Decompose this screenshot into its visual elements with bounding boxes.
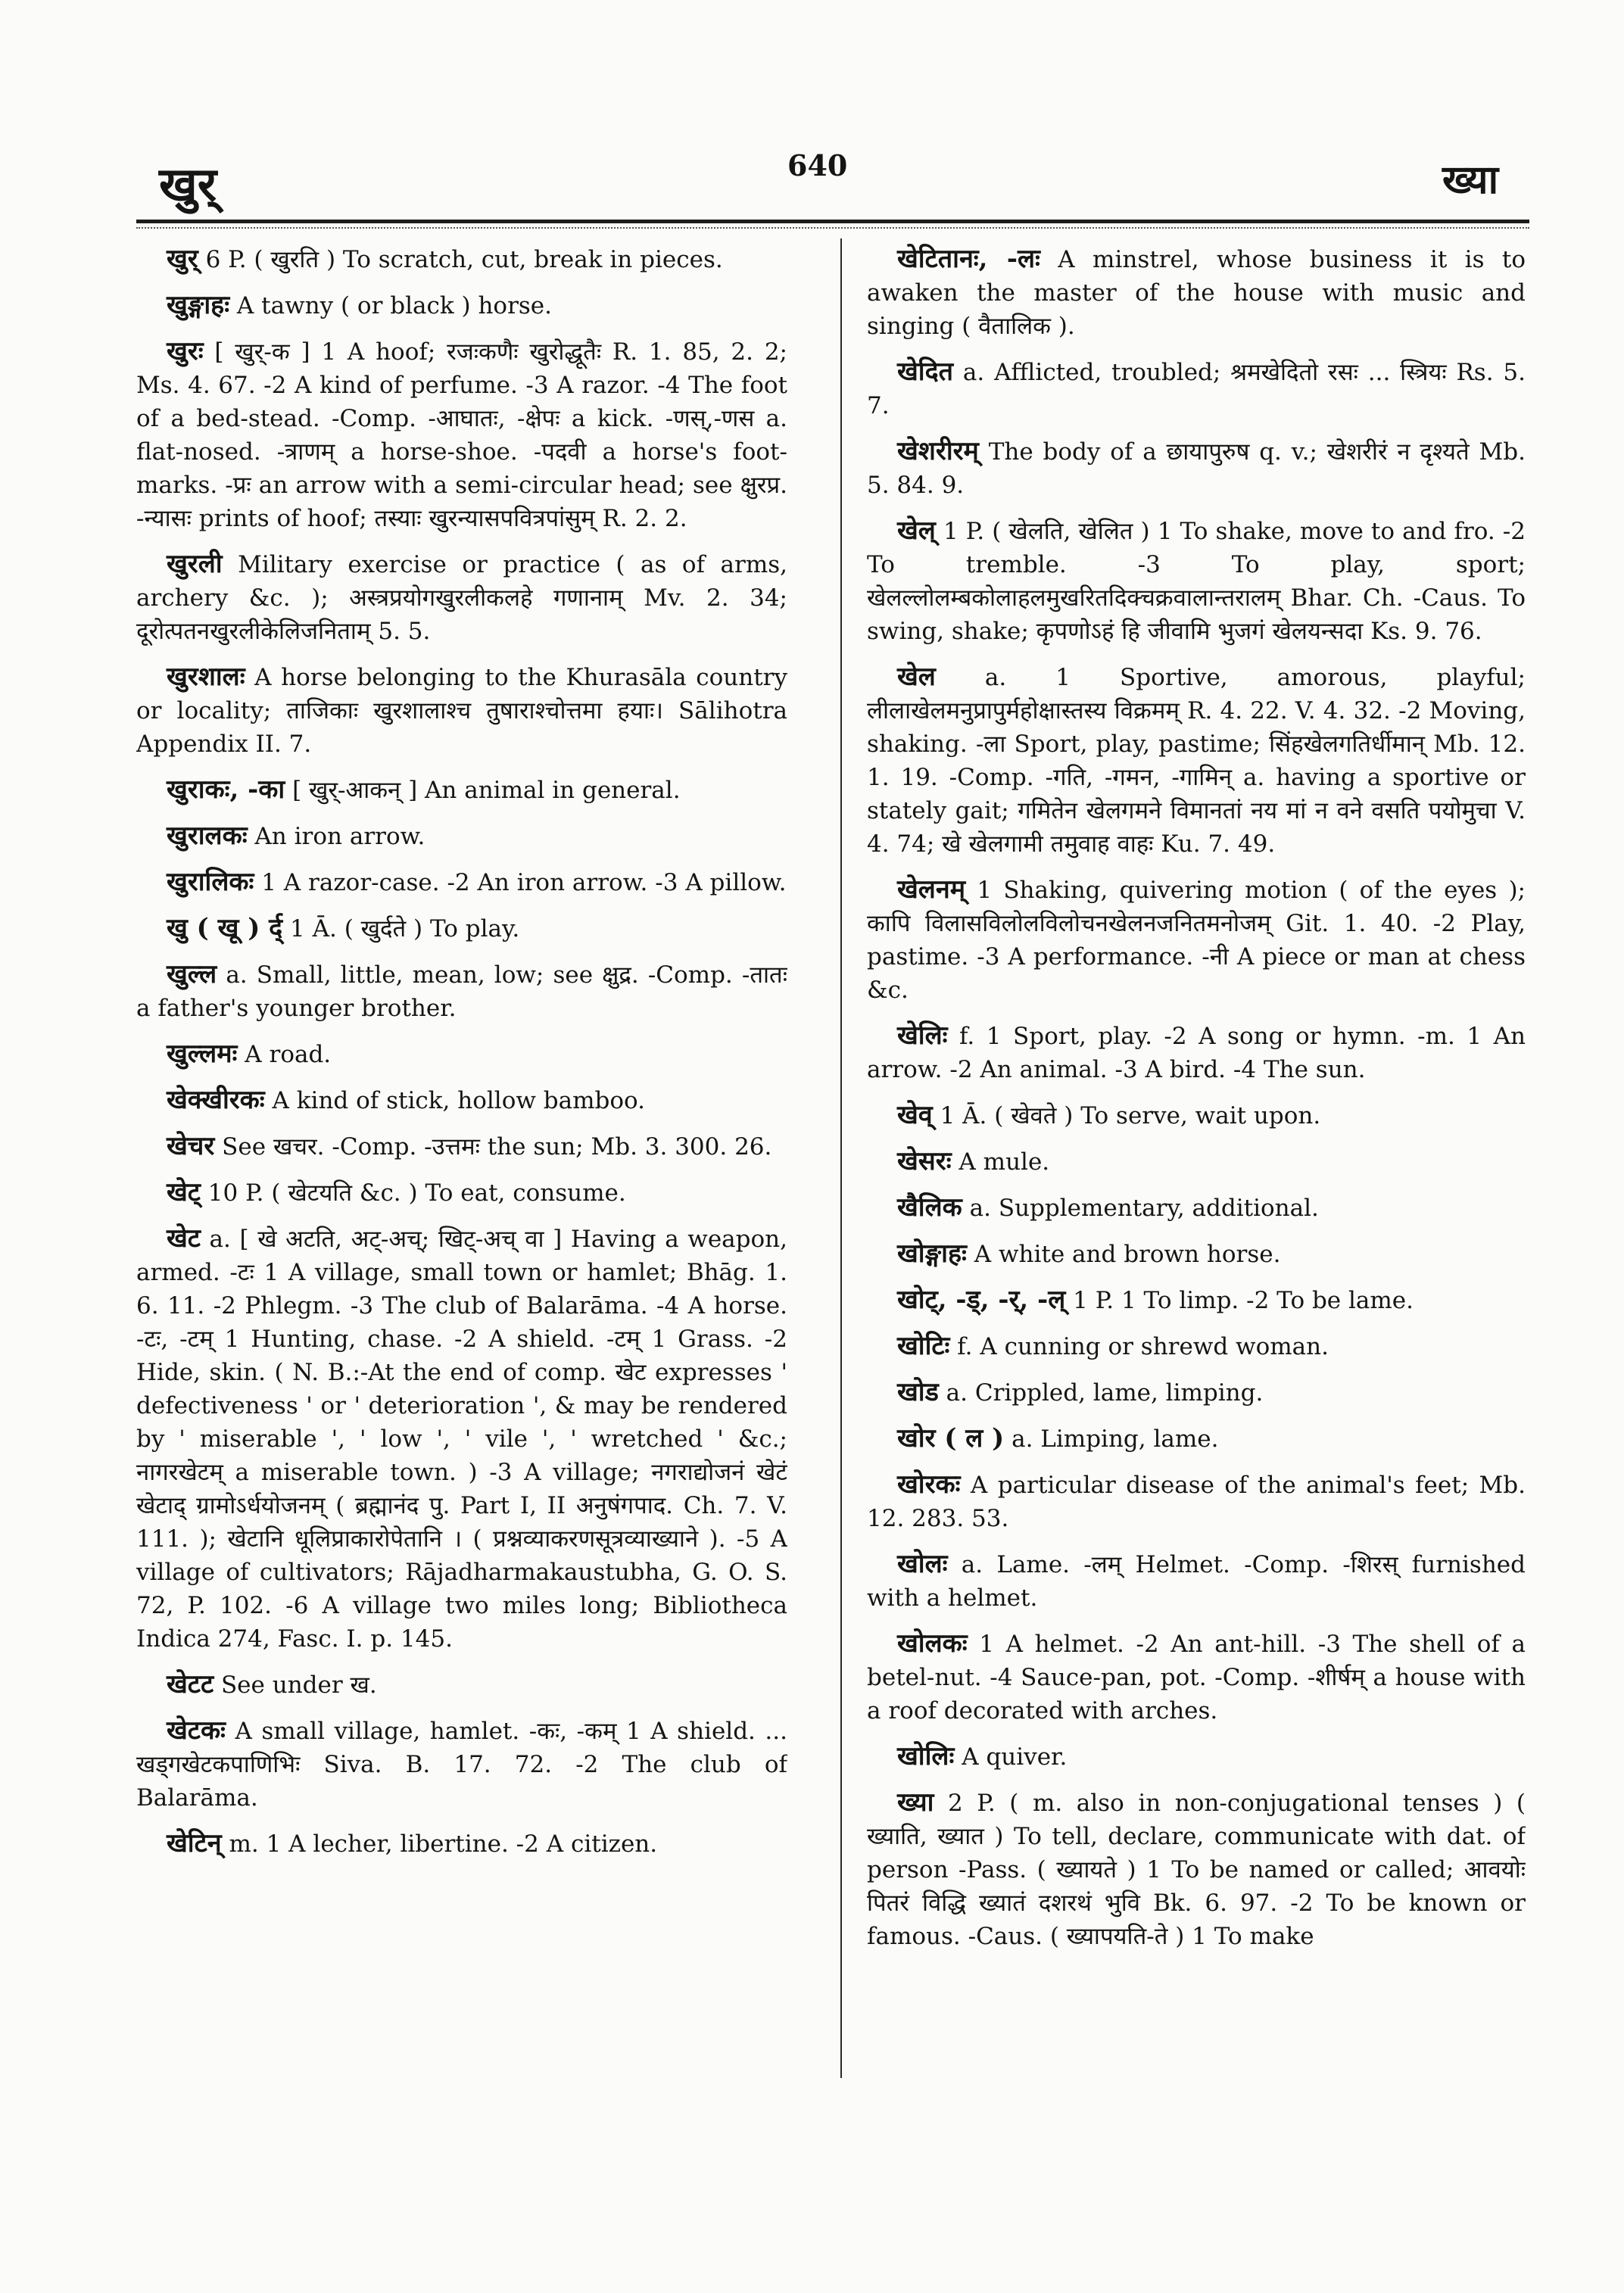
dictionary-entry xyxy=(136,1129,787,1164)
dictionary-entry xyxy=(136,547,787,648)
dictionary-entry xyxy=(867,1098,1526,1132)
entry-headword: खैलिक xyxy=(897,1192,962,1223)
entry-definition: 1 Ā. ( खेवते ) To serve, wait upon. xyxy=(932,1102,1321,1129)
header-rule xyxy=(136,220,1529,223)
entry-headword: खेक्खीरकः xyxy=(167,1085,265,1115)
entry-definition: a. Supplementary, additional. xyxy=(962,1195,1319,1222)
dictionary-entry xyxy=(867,1375,1526,1410)
entry-headword: खेटितानः, -लः xyxy=(897,244,1040,274)
entry-definition: a. Lame. -लम् Helmet. -Comp. -शिरस् furnished with a helmet. xyxy=(867,1551,1526,1612)
entry-headword: खुरालकः xyxy=(167,821,248,851)
dictionary-entry xyxy=(867,1786,1526,1953)
entry-headword: खेटट xyxy=(167,1669,214,1699)
dictionary-entry xyxy=(867,1237,1526,1271)
entry-definition: a. 1 Sportive, amorous, playful; लीलाखेलमनुप्रापुर्महोक्षास्तस्य विक्रमम् R. 4. 22. V. 4. 32. -2 Moving, shaking. -ला Sport, play, pastime; सिंहखेलगतिर्धीमान् Mb. 12. 1. 19. -Comp. -गति, -गमन, -गामिन् a. having a sportive or stately gait; गमितेन खेलगमने विमानतां नय मां न वने वसति पयोमुचा V. 4. 74; खे खेलगामी तमुवाह वाहः Ku. 7. 49. xyxy=(867,664,1526,858)
entry-headword: खुङ्गाहः xyxy=(167,290,230,320)
entry-definition: f. 1 Sport, play. -2 A song or hymn. -m. 1 An arrow. -2 An animal. -3 A bird. -4 The sun. xyxy=(867,1023,1526,1083)
dictionary-entry xyxy=(867,1329,1526,1363)
entry-definition: A kind of stick, hollow bamboo. xyxy=(264,1087,645,1114)
entry-definition: 1 Ā. ( खुर्दते ) To play. xyxy=(282,915,520,942)
dictionary-entry xyxy=(867,1145,1526,1179)
dictionary-entry xyxy=(867,1422,1526,1456)
entry-headword: खोटिः xyxy=(897,1331,950,1361)
entry-headword: खोड xyxy=(897,1377,939,1407)
entry-definition: 1 P. 1 To limp. -2 To be lame. xyxy=(1065,1287,1414,1314)
dictionary-entry xyxy=(136,1083,787,1117)
entry-headword: खेशरीरम् xyxy=(897,436,979,466)
entry-definition: m. 1 A lecher, libertine. -2 A citizen. xyxy=(221,1830,658,1858)
entry-definition: An iron arrow. xyxy=(247,823,425,850)
entry-definition: f. A cunning or shrewd woman. xyxy=(949,1333,1329,1360)
dictionary-entry xyxy=(867,1547,1526,1615)
entry-headword: ख्या xyxy=(897,1787,934,1818)
entry-definition: 1 Shaking, quivering motion ( of the eyes ); कापि विलासविलोलविलोचनखेलनजनितमनोजम् Git. 1. 40. -2 Play, pastime. -3 A performance. -नी A piece or man at chess &c. xyxy=(867,877,1526,1004)
dictionary-entry xyxy=(867,435,1526,502)
entry-headword: खोलकः xyxy=(897,1628,968,1659)
dictionary-entry xyxy=(136,773,787,807)
entry-headword: खुरः xyxy=(167,336,204,366)
page-number: 640 xyxy=(787,148,848,182)
entry-headword: खोलिः xyxy=(897,1741,955,1771)
entry-definition: 2 P. ( m. also in non-conjugational tenses ) ( ख्याति, ख्यात ) To tell, declare, communicate with dat. of person -Pass. ( ख्यायते ) 1 To be named or called; आवयोः पितरं विद्धि ख्यातं दशरथं भुवि Bk. 6. 97. -2 To be known or famous. -Caus. ( ख्यापयति-ते ) 1 To make xyxy=(867,1790,1526,1950)
entry-definition: A minstrel, whose business it is to awaken the master of the house with music and singing ( वैतालिक ). xyxy=(867,246,1526,340)
left-running-headword: खुर् xyxy=(159,157,217,212)
entry-definition: 10 P. ( खेटयति &c. ) To eat, consume. xyxy=(200,1179,626,1207)
entry-headword: खुल्ल xyxy=(167,959,217,989)
dictionary-entry xyxy=(136,242,787,276)
dictionary-entry xyxy=(136,911,787,946)
entry-definition: A horse belonging to the Khurasāla country or locality; ताजिकाः खुरशालाश्च तुषाराश्चोत्तमा हयाः। Sālihotra Appendix II. 7. xyxy=(136,664,787,758)
dictionary-entry xyxy=(867,1627,1526,1728)
right-column xyxy=(867,242,1526,2135)
dictionary-entry xyxy=(136,1827,787,1861)
dictionary-entry xyxy=(136,865,787,899)
entry-definition: The body of a छायापुरुष q. v.; खेशरीरं न दृश्यते Mb. 5. 84. 9. xyxy=(867,438,1526,499)
entry-headword: खोट्, -ड्, -र्, -ल् xyxy=(897,1285,1066,1315)
entry-headword: खेटिन् xyxy=(167,1828,222,1858)
entry-definition: See खचर. -Comp. -उत्तमः the sun; Mb. 3. 300. 26. xyxy=(214,1133,772,1161)
entry-definition: 6 P. ( खुरति ) To scratch, cut, break in pieces. xyxy=(198,246,723,273)
entry-definition: A tawny ( or black ) horse. xyxy=(229,292,552,319)
entry-headword: खेसरः xyxy=(897,1146,952,1176)
dictionary-entry xyxy=(867,1019,1526,1086)
dictionary-entry xyxy=(867,514,1526,648)
entry-definition: A mule. xyxy=(951,1148,1050,1176)
entry-definition: 1 A razor-case. -2 An iron arrow. -3 A pillow. xyxy=(254,869,787,896)
entry-headword: खुराकः, -का xyxy=(167,774,285,805)
dictionary-entry xyxy=(136,335,787,535)
entry-headword: खुरशालः xyxy=(167,662,245,692)
dictionary-entry xyxy=(136,1714,787,1815)
entry-headword: खुरली xyxy=(167,549,223,579)
entry-headword: खेव् xyxy=(897,1100,933,1130)
entry-headword: खेलिः xyxy=(897,1020,948,1051)
entry-headword: खेटकः xyxy=(167,1715,226,1746)
entry-definition: 1 P. ( खेलति, खेलित ) 1 To shake, move to and fro. -2 To tremble. -3 To play, sport; खेलल्लोलम्बकोलाहलमुखरितदिक्चक्रवालान्तरालम् Bhar. Ch. -Caus. To swing, shake; कृपणोऽहं हि जीवामि भुजगं खेलयन्सदा Ks. 9. 76. xyxy=(867,518,1526,645)
entry-headword: खोरकः xyxy=(897,1469,961,1500)
dictionary-entry xyxy=(867,1468,1526,1535)
entry-headword: खुरालिकः xyxy=(167,867,254,897)
entry-headword: खेदित xyxy=(897,357,954,387)
entry-headword: खोलः xyxy=(897,1549,948,1579)
entry-definition: a. Small, little, mean, low; see क्षुद्र. -Comp. -तातः a father's younger brother. xyxy=(136,961,787,1022)
header-dotted-rule xyxy=(136,227,1529,229)
entry-headword: खुर् xyxy=(167,244,198,274)
entry-definition: a. Afflicted, troubled; श्रमखेदितो रसः ... स्त्रियः Rs. 5. 7. xyxy=(867,359,1526,419)
entry-definition: a. Limping, lame. xyxy=(1004,1425,1219,1453)
entry-definition: [ खुर्-आकन् ] An animal in general. xyxy=(285,777,681,804)
entry-headword: खु ( खू ) र्द् xyxy=(167,913,283,943)
entry-headword: खेट xyxy=(167,1223,201,1254)
dictionary-entry xyxy=(136,660,787,761)
dictionary-entry xyxy=(867,1283,1526,1317)
dictionary-entry xyxy=(867,355,1526,422)
entry-definition: A quiver. xyxy=(954,1743,1068,1771)
entry-headword: खेलनम् xyxy=(897,874,966,905)
entry-definition: See under ख. xyxy=(214,1671,377,1699)
dictionary-entry xyxy=(867,242,1526,343)
dictionary-entry xyxy=(136,958,787,1025)
entry-definition: A small village, hamlet. -कः, -कम् 1 A shield. ... खड्गखेटकपाणिभिः Siva. B. 17. 72. -2 The club of Balarāma. xyxy=(136,1718,787,1812)
dictionary-entry xyxy=(867,873,1526,1007)
entry-headword: खोर ( ल ) xyxy=(897,1423,1005,1453)
entry-definition: A road. xyxy=(237,1041,332,1068)
dictionary-entry xyxy=(136,1222,787,1656)
left-column xyxy=(136,242,787,2135)
dictionary-entry xyxy=(867,1191,1526,1225)
entry-headword: खुल्लमः xyxy=(167,1039,238,1069)
column-divider xyxy=(840,238,842,2078)
entry-headword: खोङ्गाहः xyxy=(897,1238,967,1269)
entry-headword: खेट् xyxy=(167,1177,201,1207)
page-header xyxy=(0,0,1624,227)
dictionary-entry xyxy=(867,1740,1526,1774)
entry-definition: a. [ खे अटति, अट्-अच्; खिट्-अच् वा ] Having a weapon, armed. -टः 1 A village, small town or hamlet; Bhāg. 1. 6. 11. -2 Phlegm. -3 The club of Balarāma. -4 A horse. -टः, -टम् 1 Hunting, chase. -2 A shield. -टम् 1 Grass. -2 Hide, skin. ( N. B.:-At the end of comp. खेट expresses ' defectiveness ' or ' deterioration ', & may be rendered by ' miserable ', ' low ', ' vile ', ' wretched ' &c.; नागरखेटम् a miserable town. ) -3 A village; नगराद्योजनं खेटं खेटाद् ग्रामोऽर्धयोजनम् ( ब्रह्मानंद पु. Part I, II अनुषंगपाद. Ch. 7. V. 111. ); खेटानि धूलिप्राकारोपेतानि । ( प्रश्नव्याकरणसूत्रव्याख्याने ). -5 A village of cultivators; Rājadharmakaustubha, G. O. S. 72, P. 102. -6 A village two miles long; Bibliotheca Indica 274, Fasc. I. p. 145. xyxy=(136,1226,787,1653)
entry-definition: 1 A helmet. -2 An ant-hill. -3 The shell of a betel-nut. -4 Sauce-pan, pot. -Comp. -शीर्षम् a house with a roof decorated with arches. xyxy=(867,1631,1526,1724)
dictionary-entry xyxy=(867,660,1526,861)
entry-definition: A white and brown horse. xyxy=(966,1241,1281,1268)
right-running-headword: ख्या xyxy=(1442,157,1499,203)
entry-definition: Military exercise or practice ( as of arms, archery &c. ); अस्त्रप्रयोगखुरलीकलहे गणानाम् Mv. 2. 34; दूरोत्पतनखुरलीकेलिजनिताम् 5. 5. xyxy=(136,551,787,645)
entry-headword: खेचर xyxy=(167,1131,215,1161)
entry-headword: खेल xyxy=(897,662,936,692)
dictionary-entry xyxy=(136,288,787,322)
dictionary-entry xyxy=(136,1176,787,1210)
dictionary-entry xyxy=(136,1037,787,1071)
dictionary-entry xyxy=(136,819,787,853)
entry-headword: खेल् xyxy=(897,516,936,546)
entry-definition: [ खुर्-क ] 1 A hoof; रजःकणैः खुरोद्धूतैः R. 1. 85, 2. 2; Ms. 4. 67. -2 A kind of perfume. -3 A razor. -4 The foot of a bed-stead. -Comp. -आघातः, -क्षेपः a kick. -णस्,-णस a. flat-nosed. -त्राणम् a horse-shoe. -पदवी a horse's foot-marks. -प्रः an arrow with a semi-circular head; see क्षुरप्र. -न्यासः prints of hoof; तस्याः खुरन्यासपवित्रपांसुम् R. 2. 2. xyxy=(136,338,787,532)
dictionary-entry xyxy=(136,1668,787,1702)
entry-definition: A particular disease of the animal's feet; Mb. 12. 283. 53. xyxy=(867,1472,1526,1532)
entry-definition: a. Crippled, lame, limping. xyxy=(938,1379,1264,1407)
